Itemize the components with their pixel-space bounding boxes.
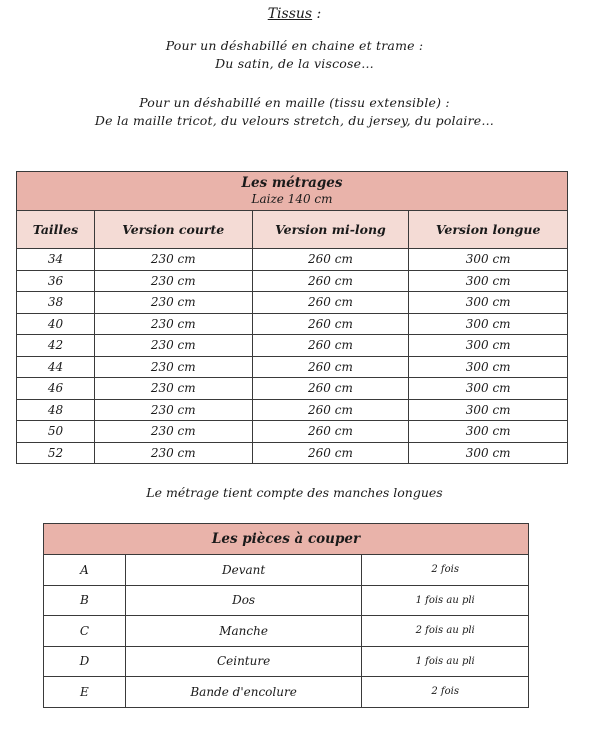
yardage-row <box>17 270 568 292</box>
title-text: Tissus <box>267 6 313 22</box>
mid-version-cell: 260 cm <box>252 399 409 421</box>
yardage-row <box>17 335 568 357</box>
paragraph-knit-line-2: De la maille tricot, du velours stretch, du jersey, du polaire… <box>94 113 495 128</box>
fabric-yardage-table <box>16 171 568 464</box>
mid-version-cell: 260 cm <box>252 292 409 314</box>
long-version-cell: 300 cm <box>409 378 568 400</box>
paragraph-knit-line-1: Pour un déshabillé en maille (tissu extensible) : <box>139 95 450 110</box>
size-cell: 52 <box>17 442 95 464</box>
long-version-cell: 300 cm <box>409 292 568 314</box>
pieces-table <box>43 523 529 708</box>
column-header-long: Version longue <box>409 211 568 249</box>
column-header-short: Version courte <box>94 211 252 249</box>
yardage-row <box>17 442 568 464</box>
yardage-row <box>17 421 568 443</box>
long-version-cell: 300 cm <box>409 249 568 271</box>
piece-quantity-cell: 2 fois <box>362 555 529 586</box>
short-version-cell: 230 cm <box>94 442 252 464</box>
yardage-row <box>17 378 568 400</box>
piece-row <box>44 555 529 586</box>
yardage-table-title: Les métrages <box>241 175 343 191</box>
piece-letter-cell: A <box>44 555 126 586</box>
size-cell: 44 <box>17 356 95 378</box>
short-version-cell: 230 cm <box>94 335 252 357</box>
column-header-mid: Version mi-long <box>252 211 409 249</box>
pieces-table-title: Les pièces à couper <box>44 524 529 555</box>
piece-row <box>44 616 529 647</box>
size-cell: 48 <box>17 399 95 421</box>
mid-version-cell: 260 cm <box>252 313 409 335</box>
piece-letter-cell: D <box>44 646 126 677</box>
mid-version-cell: 260 cm <box>252 270 409 292</box>
piece-name-cell: Devant <box>125 555 362 586</box>
short-version-cell: 230 cm <box>94 270 252 292</box>
short-version-cell: 230 cm <box>94 249 252 271</box>
title-suffix: : <box>312 6 322 22</box>
yardage-table-header <box>17 172 568 211</box>
piece-quantity-cell: 1 fois au pli <box>362 585 529 616</box>
paragraph-woven-line-2: Du satin, de la viscose… <box>215 56 374 71</box>
piece-name-cell: Bande d'encolure <box>125 677 362 708</box>
piece-quantity-cell: 2 fois <box>362 677 529 708</box>
long-version-cell: 300 cm <box>409 442 568 464</box>
paragraph-woven <box>0 37 589 73</box>
yardage-row <box>17 313 568 335</box>
size-cell: 50 <box>17 421 95 443</box>
piece-letter-cell: E <box>44 677 126 708</box>
mid-version-cell: 260 cm <box>252 249 409 271</box>
paragraph-woven-line-1: Pour un déshabillé en chaine et trame : <box>165 38 424 53</box>
yardage-row <box>17 292 568 314</box>
page-title <box>0 6 589 22</box>
mid-version-cell: 260 cm <box>252 421 409 443</box>
yardage-table-subtitle: Laize 140 cm <box>251 192 333 206</box>
mid-version-cell: 260 cm <box>252 378 409 400</box>
paragraph-knit <box>0 94 589 130</box>
column-header-sizes: Tailles <box>17 211 95 249</box>
mid-version-cell: 260 cm <box>252 356 409 378</box>
piece-quantity-cell: 2 fois au pli <box>362 616 529 647</box>
piece-row <box>44 646 529 677</box>
piece-row <box>44 585 529 616</box>
piece-row <box>44 677 529 708</box>
yardage-row <box>17 249 568 271</box>
piece-name-cell: Manche <box>125 616 362 647</box>
size-cell: 40 <box>17 313 95 335</box>
piece-letter-cell: C <box>44 616 126 647</box>
long-version-cell: 300 cm <box>409 421 568 443</box>
yardage-column-headers <box>17 211 568 249</box>
short-version-cell: 230 cm <box>94 378 252 400</box>
yardage-row <box>17 356 568 378</box>
mid-version-cell: 260 cm <box>252 335 409 357</box>
short-version-cell: 230 cm <box>94 313 252 335</box>
size-cell: 36 <box>17 270 95 292</box>
long-version-cell: 300 cm <box>409 399 568 421</box>
yardage-note: Le métrage tient compte des manches longues <box>146 485 443 500</box>
piece-name-cell: Dos <box>125 585 362 616</box>
short-version-cell: 230 cm <box>94 421 252 443</box>
piece-letter-cell: B <box>44 585 126 616</box>
size-cell: 38 <box>17 292 95 314</box>
piece-name-cell: Ceinture <box>125 646 362 677</box>
long-version-cell: 300 cm <box>409 335 568 357</box>
size-cell: 46 <box>17 378 95 400</box>
mid-version-cell: 260 cm <box>252 442 409 464</box>
long-version-cell: 300 cm <box>409 270 568 292</box>
long-version-cell: 300 cm <box>409 313 568 335</box>
short-version-cell: 230 cm <box>94 356 252 378</box>
size-cell: 42 <box>17 335 95 357</box>
piece-quantity-cell: 1 fois au pli <box>362 646 529 677</box>
size-cell: 34 <box>17 249 95 271</box>
short-version-cell: 230 cm <box>94 292 252 314</box>
long-version-cell: 300 cm <box>409 356 568 378</box>
short-version-cell: 230 cm <box>94 399 252 421</box>
yardage-row <box>17 399 568 421</box>
